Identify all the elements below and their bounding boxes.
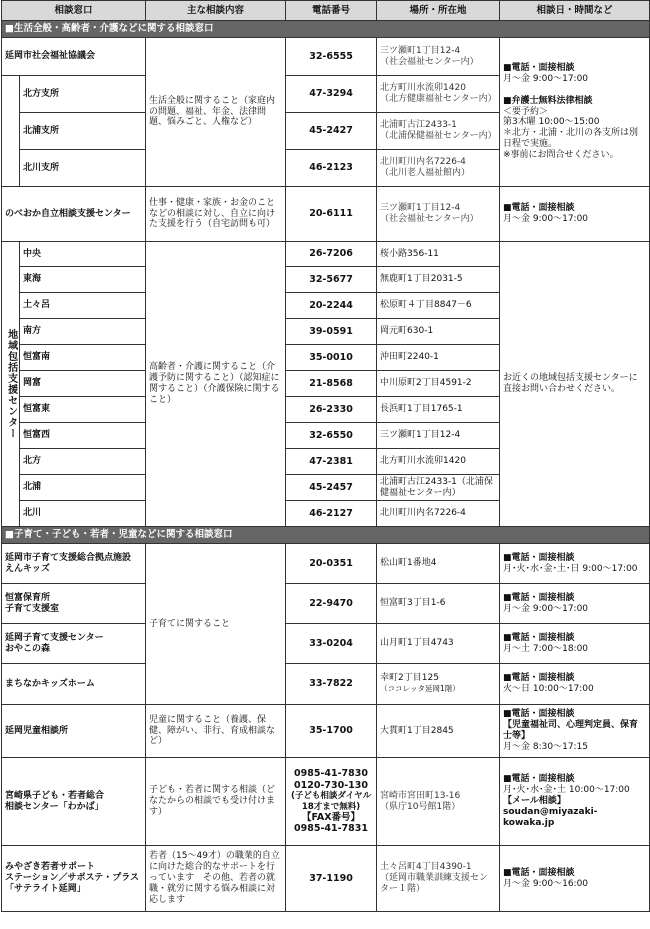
chiiki-phone: 35-0010 [286, 345, 377, 371]
chiiki-phone: 26-7206 [286, 242, 377, 267]
chiiki-phone: 46-2127 [286, 501, 377, 527]
kosodate-phone: 33-0204 [286, 624, 377, 664]
section2-title: ■子育て・子ども・若者・児童などに関する相談窓口 [2, 527, 650, 544]
chiiki-phone: 20-2244 [286, 293, 377, 319]
chiiki-name: 東海 [20, 267, 146, 293]
chiiki-location: 沖田町2240-1 [377, 345, 500, 371]
chiiki-location: 北浦町古江2433-1（北浦保健福祉センター内） [377, 475, 500, 501]
table-row [2, 544, 650, 584]
section-title-row [2, 21, 650, 38]
kosodate-phone: 33-7822 [286, 664, 377, 705]
section-title-row [2, 527, 650, 544]
wakaba-location: 宮崎市宮田町13-16 （県庁10号館1階） [377, 758, 500, 846]
table-row [2, 846, 650, 912]
council-content: 生活全般に関すること（家庭内の問題、福祉、年金、法律問題、悩みごと、人権など） [146, 38, 286, 187]
table-row [2, 242, 650, 267]
kosodate-location: 山月町1丁目4743 [377, 624, 500, 664]
chiiki-location: 三ツ瀬町1丁目12-4 [377, 423, 500, 449]
chiiki-label: 地域包括支援センター [2, 242, 20, 527]
nobeoka-hours: ■電話・面接相談 月～金 9:00～17:00 [500, 187, 650, 242]
table-row [2, 187, 650, 242]
wakaba-phones: 0985-41-7830 0120-730-130 (子ども相談ダイヤル18才まで無料) 【FAX番号】 0985-41-7831 [286, 758, 377, 846]
chiiki-name: 中央 [20, 242, 146, 267]
chiiki-name: 恒富西 [20, 423, 146, 449]
header-content: 主な相談内容 [146, 1, 286, 21]
email-link[interactable]: soudan@miyazaki-kowaka.jp [503, 806, 598, 828]
jido-content: 児童に関すること（養護、保健、障がい、非行、育成相談など） [146, 705, 286, 758]
kosodate-hours: ■電話・面接相談 火～日 10:00～17:00 [500, 664, 650, 705]
branch-phone: 46-2123 [286, 150, 377, 187]
chiiki-name: 北方 [20, 449, 146, 475]
jido-phone: 35-1700 [286, 705, 377, 758]
chiiki-name: 岡富 [20, 371, 146, 397]
kosodate-name: まちなかキッズホーム [2, 664, 146, 705]
nobeoka-content: 仕事・健康・家族・お金のことなどの相談に対し、自立に向けた支援を行う（自宅訪問も可） [146, 187, 286, 242]
saterite-phone: 37-1190 [286, 846, 377, 912]
chiiki-name: 北川 [20, 501, 146, 527]
chiiki-location: 岡元町630-1 [377, 319, 500, 345]
chiiki-location: 長浜町1丁目1765-1 [377, 397, 500, 423]
branch-location: 北方町川水流卯1420 （北方健康福祉センター内） [377, 76, 500, 113]
chiiki-phone: 26-2330 [286, 397, 377, 423]
chiiki-phone: 45-2457 [286, 475, 377, 501]
branch-location: 北浦町古江2433-1 （北浦保健福祉センター内） [377, 113, 500, 150]
kosodate-location: 松山町1番地4 [377, 544, 500, 584]
branch-name: 北川支所 [20, 150, 146, 187]
council-hours: ■電話・面接相談 月～金 9:00～17:00 ■弁護士無料法律相談 ＜要予約＞ 第3木曜 10:00～15:00 ＊北方・北浦・北川の各支所は別日程で実施。 ※事前にお問合せください。 [500, 38, 650, 187]
kosodate-name: 延岡市子育て支援総合拠点施設 えんキッズ [2, 544, 146, 584]
table-row [2, 38, 650, 76]
jido-hours: ■電話・面接相談 【児童福祉司、心理判定員、保育士等】 月～金 8:30～17:15 [500, 705, 650, 758]
table-row [2, 584, 650, 624]
saterite-hours: ■電話・面接相談 月～金 9:00～16:00 [500, 846, 650, 912]
chiiki-phone: 21-8568 [286, 371, 377, 397]
nobeoka-location: 三ツ瀬町1丁目12-4 （社会福祉センター内） [377, 187, 500, 242]
chiiki-phone: 47-2381 [286, 449, 377, 475]
council-location: 三ツ瀬町1丁目12-4 （社会福祉センター内） [377, 38, 500, 76]
jido-location: 大貫町1丁目2845 [377, 705, 500, 758]
header-location: 場所・所在地 [377, 1, 500, 21]
kosodate-content: 子育てに関すること [146, 544, 286, 705]
jido-name: 延岡児童相談所 [2, 705, 146, 758]
chiiki-location: 北方町川水流卯1420 [377, 449, 500, 475]
kosodate-location: 恒富町3丁目1-6 [377, 584, 500, 624]
kosodate-hours: ■電話・面接相談 月～土 7:00～18:00 [500, 624, 650, 664]
header-row [2, 1, 650, 21]
consultation-table [1, 0, 650, 912]
chiiki-phone: 39-0591 [286, 319, 377, 345]
branch-phone: 45-2427 [286, 113, 377, 150]
chiiki-phone: 32-6550 [286, 423, 377, 449]
chiiki-location: 松原町４丁目8847－6 [377, 293, 500, 319]
header-window: 相談窓口 [2, 1, 146, 21]
branch-phone: 47-3294 [286, 76, 377, 113]
branch-name: 北浦支所 [20, 113, 146, 150]
kosodate-hours: ■電話・面接相談 月～金 9:00～17:00 [500, 584, 650, 624]
header-phone: 電話番号 [286, 1, 377, 21]
table-row [2, 664, 650, 705]
saterite-name: みやざき若者サポート ステーション／サポステ・プラス 「サテライト延岡」 [2, 846, 146, 912]
chiiki-phone: 32-5677 [286, 267, 377, 293]
table-row [2, 624, 650, 664]
kosodate-phone: 22-9470 [286, 584, 377, 624]
section1-title: ■生活全般・高齢者・介護などに関する相談窓口 [2, 21, 650, 38]
chiiki-hours: お近くの地域包括支援センターに直接お問い合わせください。 [500, 242, 650, 527]
chiiki-name: 恒富南 [20, 345, 146, 371]
wakaba-content: 子ども・若者に関する相談（どなたからの相談でも受け付けます） [146, 758, 286, 846]
saterite-content: 若者（15～49才）の職業的自立に向けた総合的なサポートを行っています その他、若者の就職・就労に関する悩み相談に対応します [146, 846, 286, 912]
nobeoka-name: のべおか自立相談支援センター [2, 187, 146, 242]
chiiki-location: 無鹿町1丁目2031-5 [377, 267, 500, 293]
branch-location: 北川町川内名7226-4 （北川老人福祉館内） [377, 150, 500, 187]
council-phone: 32-6555 [286, 38, 377, 76]
nobeoka-phone: 20-6111 [286, 187, 377, 242]
kosodate-name: 恒富保育所 子育て支援室 [2, 584, 146, 624]
chiiki-name: 北浦 [20, 475, 146, 501]
wakaba-name: 宮崎県子ども・若者総合 相談センター「わかば」 [2, 758, 146, 846]
wakaba-hours: ■電話・面接相談 月･火･水･金･土 10:00～17:00 【メール相談】 soudan@miyazaki-kowaka.jp [500, 758, 650, 846]
kosodate-name: 延岡子育て支援センター おやこの森 [2, 624, 146, 664]
chiiki-location: 北川町川内名7226-4 [377, 501, 500, 527]
kosodate-phone: 20-0351 [286, 544, 377, 584]
kosodate-hours: ■電話・面接相談 月･火･水･金･土･日 9:00～17:00 [500, 544, 650, 584]
chiiki-content: 高齢者・介護に関すること（介護予防に関すること）（認知症に関すること）（介護保険に関すること） [146, 242, 286, 527]
council-name: 延岡市社会福祉協議会 [2, 38, 146, 76]
chiiki-name: 南方 [20, 319, 146, 345]
chiiki-location: 桜小路356-11 [377, 242, 500, 267]
chiiki-location: 中川原町2丁目4591-2 [377, 371, 500, 397]
table-row [2, 758, 650, 846]
saterite-location: 土々呂町4丁目4390-1 （延岡市職業訓練支援センター１階） [377, 846, 500, 912]
chiiki-name: 恒富東 [20, 397, 146, 423]
kosodate-location: 幸町2丁目125 （ココレッタ延岡1階） [377, 664, 500, 705]
branch-name: 北方支所 [20, 76, 146, 113]
table-row [2, 705, 650, 758]
header-hours: 相談日・時間など [500, 1, 650, 21]
chiiki-name: 土々呂 [20, 293, 146, 319]
